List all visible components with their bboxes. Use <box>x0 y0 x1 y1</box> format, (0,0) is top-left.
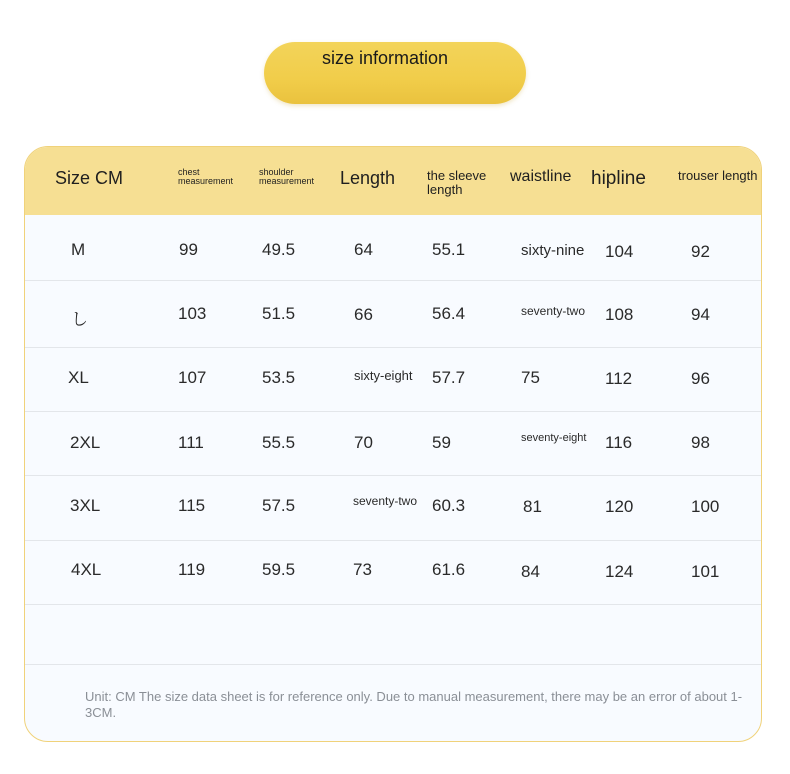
cell-waistline: sixty-nine <box>521 242 585 259</box>
row-divider <box>25 347 761 348</box>
cell-chest: 115 <box>178 496 206 515</box>
cell-length: sixty-eight <box>354 368 413 383</box>
cell-length: 70 <box>354 433 373 452</box>
header-hipline: hipline <box>591 168 646 189</box>
cell-chest: 119 <box>178 560 206 579</box>
cell-waistline: 81 <box>523 497 542 516</box>
header-shoulder: shoulder measurement <box>259 167 315 187</box>
cell-shoulder: 57.5 <box>262 496 296 515</box>
cell-trouser-length: 92 <box>691 242 710 261</box>
cell-sleeve: 56.4 <box>432 304 466 323</box>
cell-waistline: 84 <box>521 562 540 581</box>
row-divider <box>25 280 761 281</box>
cell-size: 2XL <box>70 433 101 452</box>
cell-trouser-length: 100 <box>691 497 720 516</box>
table-header <box>25 147 761 215</box>
cell-chest: 107 <box>178 368 207 387</box>
cell-waistline: seventy-two <box>521 304 586 318</box>
cell-length: 64 <box>354 240 373 259</box>
cell-sleeve: 57.7 <box>432 368 466 387</box>
cell-hipline: 116 <box>605 433 633 452</box>
cell-shoulder: 55.5 <box>262 433 296 452</box>
cell-waistline: 75 <box>521 368 540 387</box>
cell-sleeve: 61.6 <box>432 560 466 579</box>
cell-sleeve: 59 <box>432 433 451 452</box>
header-trouser-length: trouser length <box>678 168 758 183</box>
row-divider <box>25 604 761 605</box>
cell-shoulder: 49.5 <box>262 240 296 259</box>
cell-size: 3XL <box>70 496 101 515</box>
header-chest: chest measurement <box>178 167 234 187</box>
header-size: Size CM <box>55 168 124 188</box>
cell-hipline: 124 <box>605 562 634 581</box>
cell-length: seventy-two <box>353 494 418 508</box>
cell-trouser-length: 94 <box>691 305 710 324</box>
header-length: Length <box>340 168 396 188</box>
cell-size: XL <box>68 368 89 387</box>
cell-trouser-length: 96 <box>691 369 710 388</box>
size-information-badge <box>264 42 526 104</box>
cell-waistline: seventy-eight <box>521 432 587 444</box>
cell-hipline: 108 <box>605 305 634 324</box>
row-divider <box>25 664 761 665</box>
page-title: size information <box>321 48 449 68</box>
header-waistline: waistline <box>510 168 572 185</box>
cell-shoulder: 51.5 <box>262 304 296 323</box>
cell-shoulder: 53.5 <box>262 368 296 387</box>
cell-trouser-length: 101 <box>691 562 720 581</box>
cell-hipline: 104 <box>605 242 634 261</box>
cell-size: 4XL <box>71 560 102 579</box>
cell-hipline: 120 <box>605 497 634 516</box>
cell-length: 73 <box>353 560 372 579</box>
row-divider <box>25 475 761 476</box>
cell-hipline: 112 <box>605 369 633 388</box>
cell-chest: 111 <box>178 433 204 452</box>
measurement-note: Unit: CM The size data sheet is for reference only. Due to manual measurement, there may be an error of about 1-3CM. <box>85 689 743 720</box>
cell-chest: 99 <box>179 240 198 259</box>
row-divider <box>25 540 761 541</box>
cell-chest: 103 <box>178 304 207 323</box>
cell-length: 66 <box>354 305 373 324</box>
header-sleeve: the sleeve length <box>427 168 487 197</box>
cell-sleeve: 60.3 <box>432 496 466 515</box>
cell-trouser-length: 98 <box>691 433 710 452</box>
size-table <box>24 146 762 742</box>
row-divider <box>25 411 761 412</box>
cell-size: し <box>71 310 88 329</box>
cell-sleeve: 55.1 <box>432 240 466 259</box>
cell-shoulder: 59.5 <box>262 560 296 579</box>
cell-size: M <box>71 240 86 259</box>
